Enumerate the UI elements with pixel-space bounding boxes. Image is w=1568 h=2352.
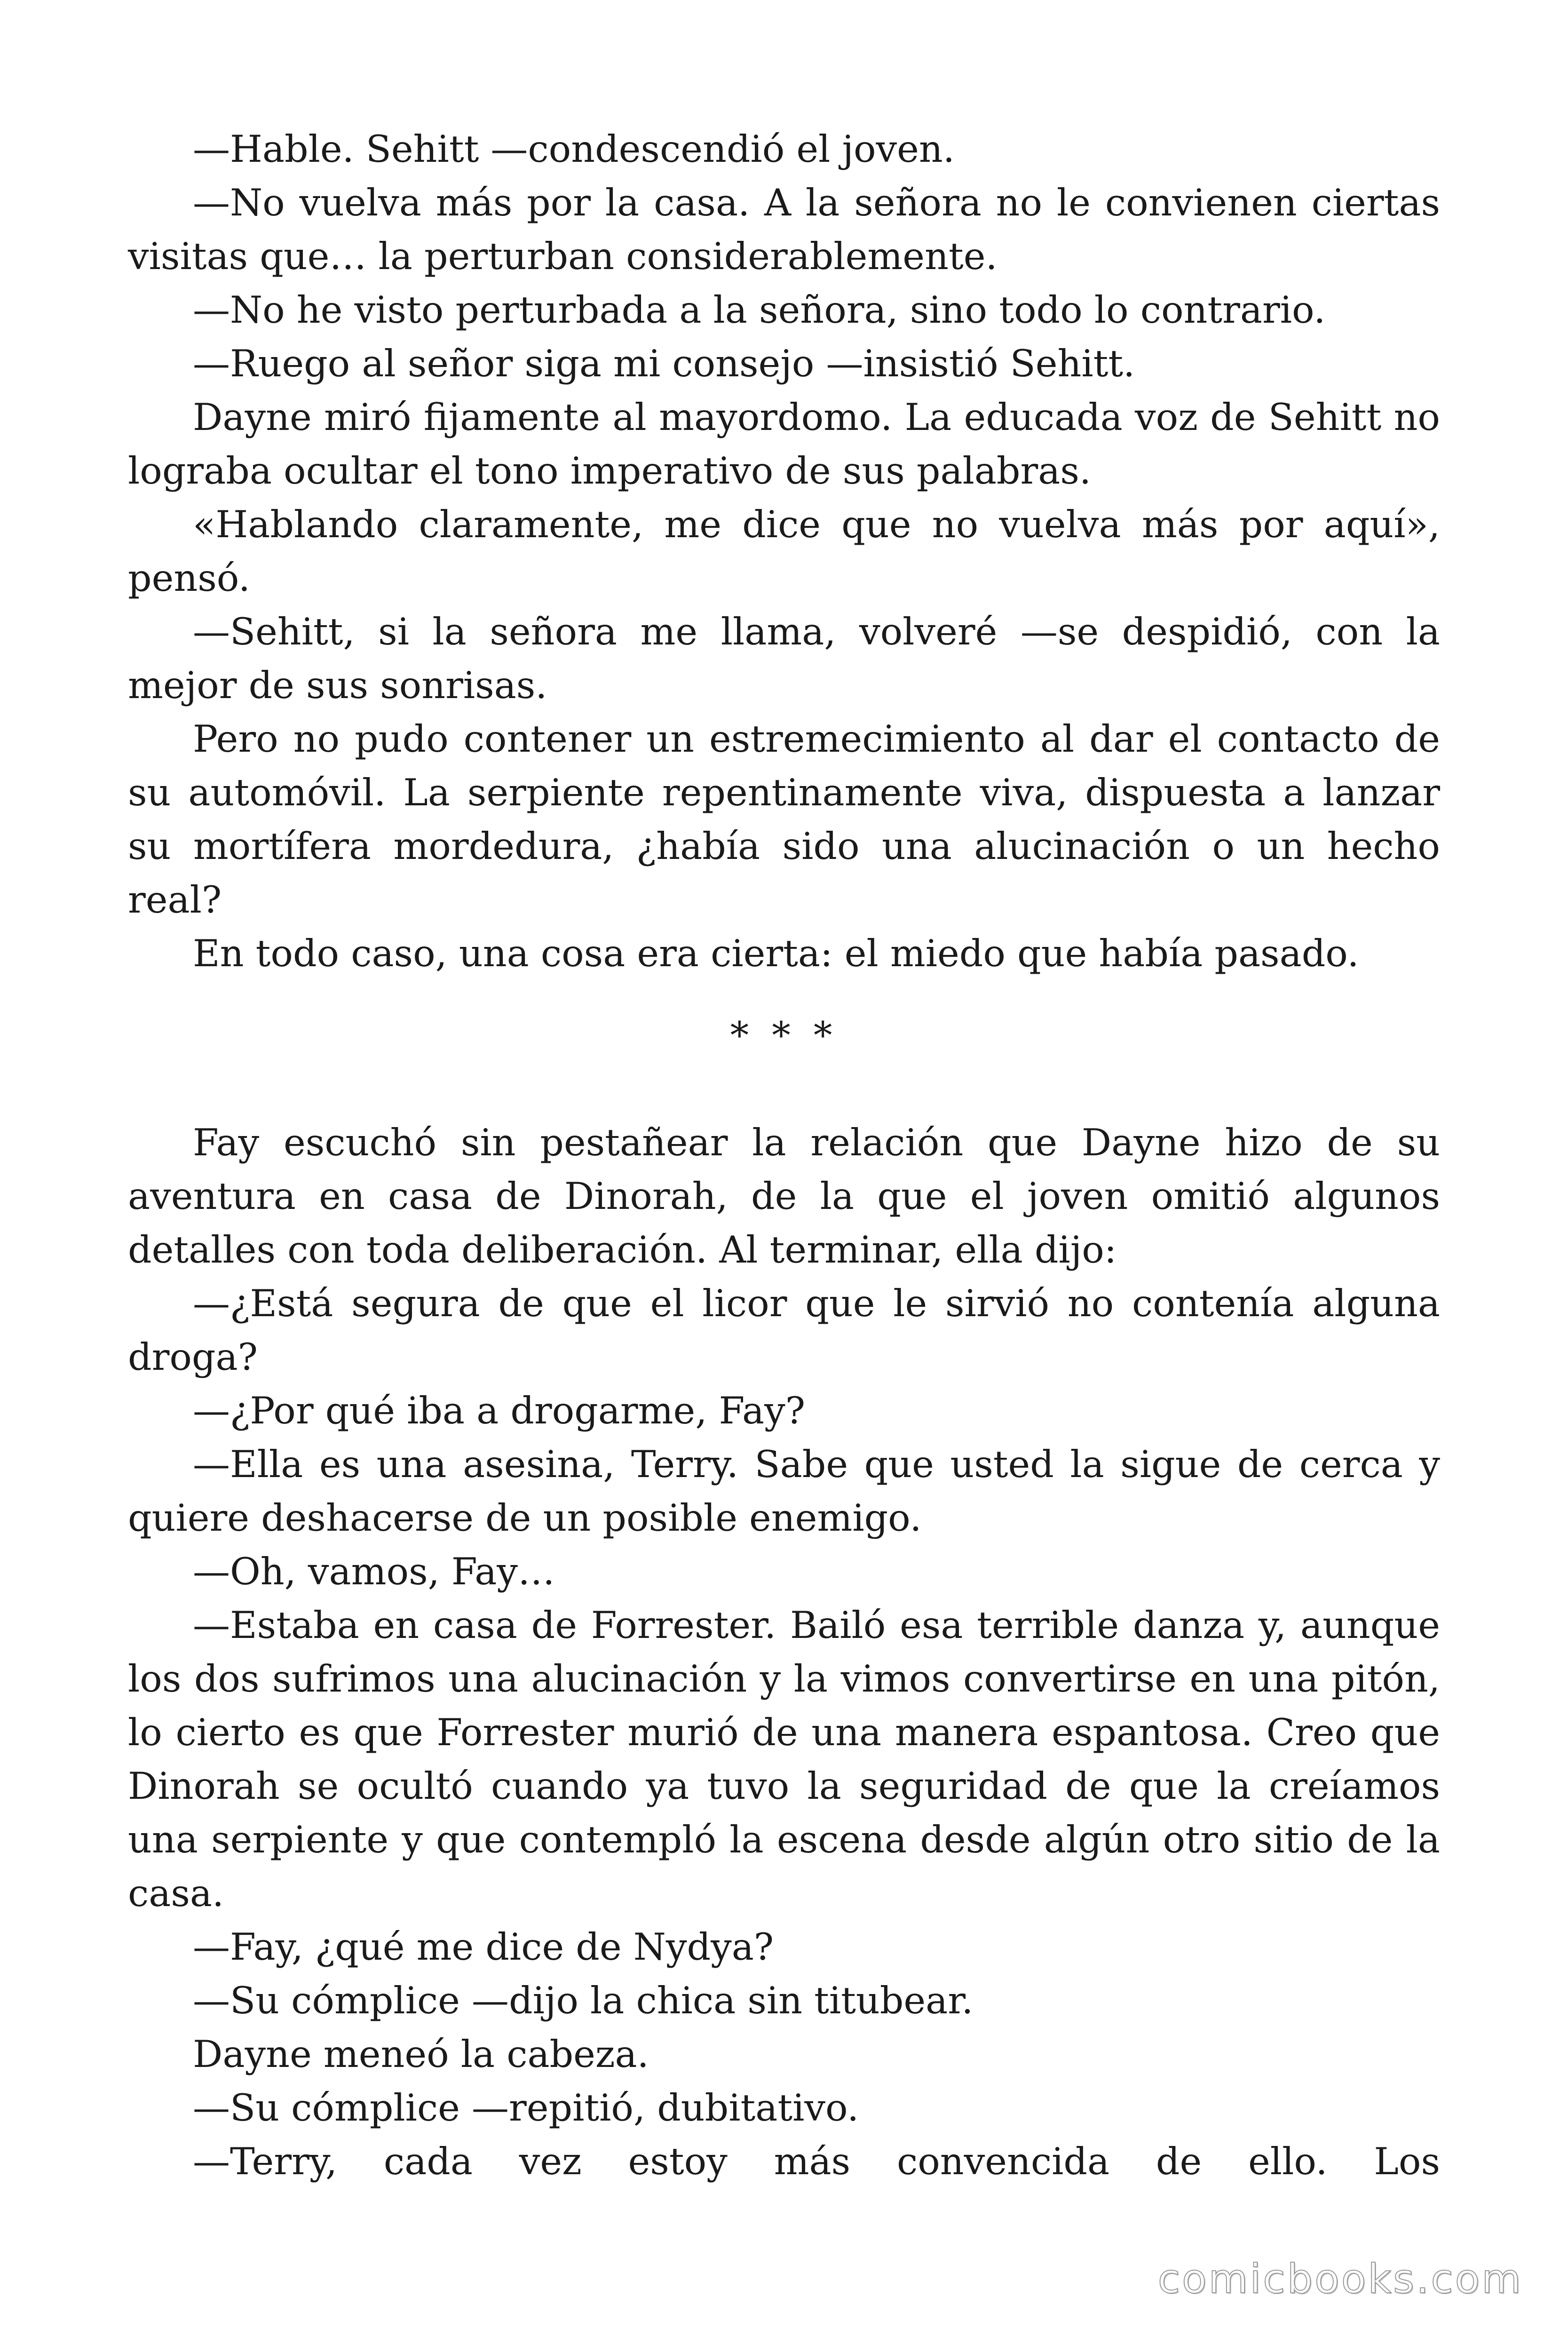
paragraph: —Estaba en casa de Forrester. Bailó esa terrible danza y, aunque los dos sufrimos una alucinación y la vimos convertirse en una pitón, lo cierto es que Forrester murió de una manera espantosa. Creo que Dinorah se ocultó cuando ya tuvo la seguridad de que la creíamos una serpiente y que contempló la escena desde algún otro sitio de la casa. [128,1604,1440,1915]
paragraph: —Sehitt, si la señora me llama, volveré —se despidió, con la mejor de sus sonrisas. [128,610,1440,707]
paragraph: Fay escuchó sin pestañear la relación que Dayne hizo de su aventura en casa de Dinorah, de la que el joven omitió algunos detalles con toda deliberación. Al terminar, ella dijo: [128,1121,1440,1271]
paragraph: —Hable. Sehitt —condescendió el joven. [193,127,955,171]
paragraph: —No vuelva más por la casa. A la señora no le convienen ciertas visitas que… la perturban considerablemente. [128,181,1440,278]
paragraph: —Ella es una asesina, Terry. Sabe que usted la sigue de cerca y quiere deshacerse de un posible enemigo. [128,1443,1440,1540]
section-break: * * * [730,1014,838,1057]
paragraph: —¿Por qué iba a drogarme, Fay? [193,1389,806,1432]
paragraph: —No he visto perturbada a la señora, sino todo lo contrario. [193,288,1326,332]
paragraph: Pero no pudo contener un estremecimiento al dar el contacto de su automóvil. La serpiente repentinamente viva, dispuesta a lanzar su mortífera mordedura, ¿había sido una alucinación o un hecho real? [128,717,1440,922]
paragraph-continued: —Terry, cada vez estoy más convencida de ello. Los [193,2140,1440,2183]
paragraph: «Hablando claramente, me dice que no vuelva más por aquí», pensó. [128,503,1440,600]
paragraph: Dayne meneó la cabeza. [193,2033,649,2076]
page-text [128,122,1440,2188]
watermark-logo: comicbooks.com [1157,2256,1523,2303]
paragraph: Dayne miró fijamente al mayordomo. La educada voz de Sehitt no lograba ocultar el tono imperativo de sus palabras. [128,396,1440,493]
paragraph: —Su cómplice —dijo la chica sin titubear. [193,1979,974,2022]
paragraph: —Su cómplice —repitió, dubitativo. [193,2086,859,2130]
paragraph: —Fay, ¿qué me dice de Nydya? [193,1925,774,1969]
paragraph: —¿Está segura de que el licor que le sirvió no contenía alguna droga? [128,1282,1440,1379]
paragraph: —Ruego al señor siga mi consejo —insistió Sehitt. [193,342,1135,385]
paragraph: En todo caso, una cosa era cierta: el miedo que había pasado. [193,932,1359,975]
paragraph: —Oh, vamos, Fay… [193,1550,555,1593]
